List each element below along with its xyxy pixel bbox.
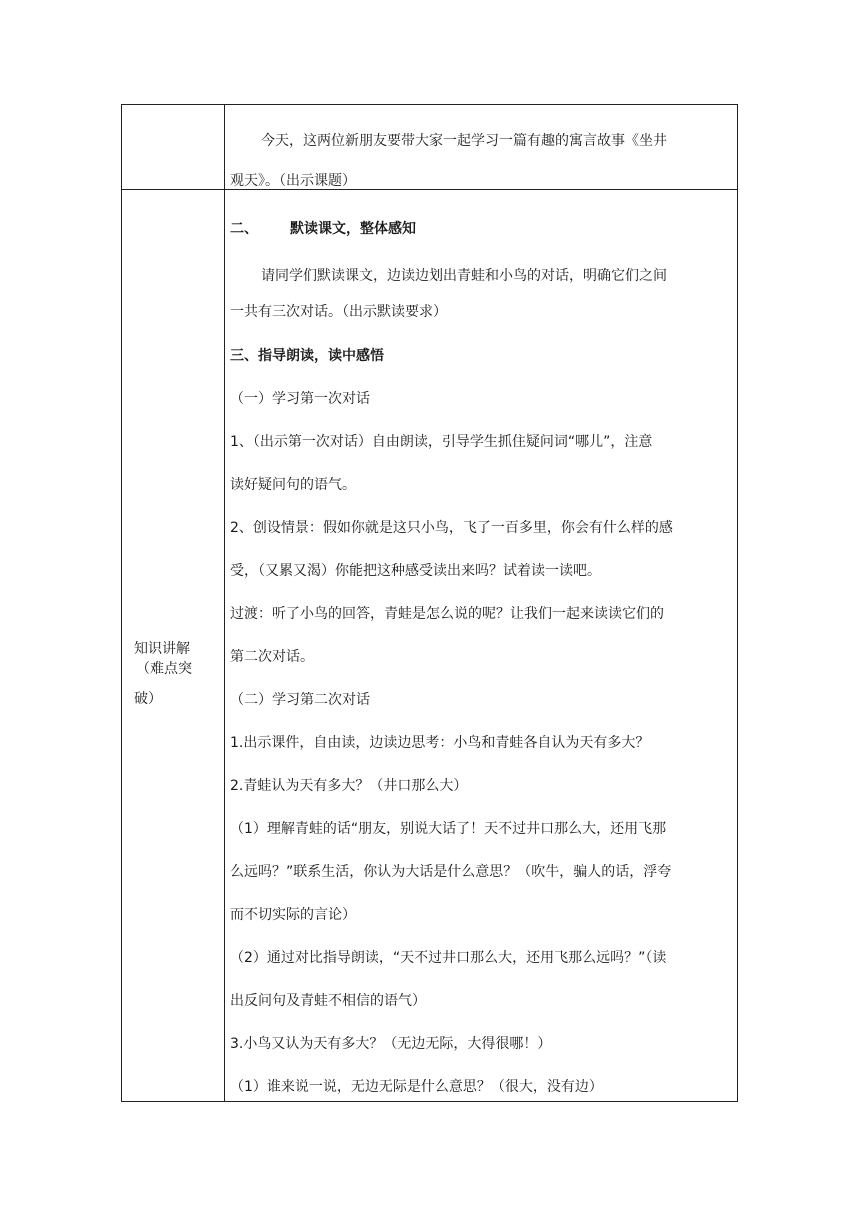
row1-line-1: 今天，这两位新朋友要带大家一起学习一篇有趣的寓言故事《坐井	[261, 133, 667, 149]
section-label-line-1: 知识讲解	[134, 641, 190, 657]
content-line: 第二次对话。	[230, 649, 314, 665]
content-line: 2.青蛙认为天有多大？（井口那么大）	[230, 778, 468, 794]
content-line: （2）通过对比指导朗读，“天不过井口那么大，还用飞那么远吗？”（读	[230, 950, 667, 966]
content-line: （1）理解青蛙的话“朋友，别说大话了！天不过井口那么大，还用飞那	[230, 821, 667, 837]
row-divider	[122, 189, 737, 190]
column-divider	[224, 104, 225, 1102]
content-line: 1.出示课件，自由读，边读边思考：小鸟和青蛙各自认为天有多大？	[230, 735, 650, 751]
content-line: 2、创设情景：假如你就是这只小鸟，飞了一百多里，你会有什么样的感	[230, 520, 673, 536]
heading-3: 三、指导朗读，读中感悟	[230, 348, 384, 364]
content-line: 请同学们默读课文，边读边划出青蛙和小鸟的对话，明确它们之间	[261, 268, 667, 284]
content-line: （1）谁来说一说，无边无际是什么意思？（很大，没有边）	[230, 1079, 603, 1095]
content-line: 3.小鸟又认为天有多大？（无边无际，大得很哪！）	[230, 1036, 552, 1052]
content-line: 一共有三次对话。（出示默读要求）	[230, 304, 447, 320]
section-label-line-2: （难点突	[136, 661, 192, 677]
content-line: 受，（又累又渴）你能把这种感受读出来吗？试着读一读吧。	[230, 563, 601, 579]
table-top-border	[122, 104, 737, 105]
content-line: 读好疑问句的语气。	[230, 477, 356, 493]
content-line: 而不切实际的言论）	[230, 907, 356, 923]
content-line: 过渡：听了小鸟的回答，青蛙是怎么说的呢？让我们一起来读读它们的	[230, 606, 664, 622]
section-label-line-3: 破）	[134, 691, 162, 707]
content-line: 出反问句及青蛙不相信的语气）	[230, 993, 426, 1009]
content-line: （二）学习第二次对话	[230, 692, 370, 708]
lesson-table	[121, 104, 738, 1102]
heading-2-text: 默读课文，整体感知	[290, 221, 416, 237]
heading-2-number: 二、	[230, 221, 258, 237]
content-line: （一）学习第一次对话	[230, 391, 370, 407]
content-line: 么远吗？”联系生活，你认为大话是什么意思？（吹牛，骗人的话，浮夸	[230, 864, 672, 880]
table-bottom-border	[122, 1101, 737, 1102]
row1-line-2: 观天》。（出示课题）	[230, 173, 356, 189]
content-line: 1、（出示第一次对话）自由朗读，引导学生抓住疑问词“哪儿”，注意	[230, 434, 653, 450]
